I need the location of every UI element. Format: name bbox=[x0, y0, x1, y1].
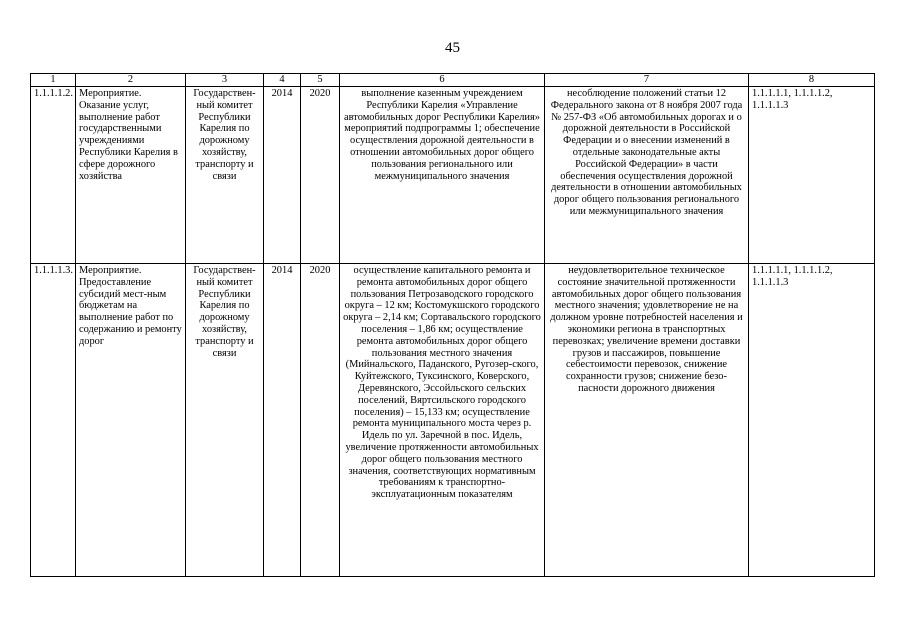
header-cell: 1 bbox=[31, 74, 76, 87]
end-year-cell: 2020 bbox=[301, 264, 340, 577]
code-cell: 1.1.1.1.2. bbox=[31, 87, 76, 264]
measures-table bbox=[30, 73, 875, 577]
start-year-cell: 2014 bbox=[264, 264, 301, 577]
links-cell: 1.1.1.1.1, 1.1.1.1.2, 1.1.1.1.3 bbox=[749, 264, 875, 577]
executor-cell: Государствен-ный комитет Республики Карелия по дорожному хозяйству, транспорту и связи bbox=[186, 264, 264, 577]
header-cell: 3 bbox=[186, 74, 264, 87]
consequences-cell: неудовлетворительное техническое состояние значительной протяженности автомобильных дорог общего пользования местного значения; удовлетворение не на должном уровне потребностей населения и экономики региона в транспортных перевозках; увеличение времени доставки грузов и пассажиров, повышение себестоимости перевозок, снижение сохранности грузов; снижение безо-пасности дорожного движения bbox=[545, 264, 749, 577]
page-number: 45 bbox=[445, 40, 460, 56]
header-cell: 2 bbox=[76, 74, 186, 87]
result-cell: осуществление капитального ремонта и ремонта автомобильных дорог общего пользования Петрозаводского городского округа – 12 км; Костомукшского городского округа – 2,14 км; Сортавальского городского поселения – 1,86 км; осуществление ремонта автомобильных дорог общего пользования местного значения (Мийнальского, Паданского, Ругозер-ского, Куйтежского, Туксинского, Коверского, Деревянского, Эссойльского сельских поселений, Вяртсильского городского поселения) – 15,133 км; осуществление ремонта муниципального моста через р. Идель по ул. Заречной в пос. Идель, увеличение протяженности автомобильных дорог общего пользования местного значения, соответствующих нормативным требованиям к транспортно-эксплуатационным показателям bbox=[340, 264, 545, 577]
start-year-cell: 2014 bbox=[264, 87, 301, 264]
header-cell: 6 bbox=[340, 74, 545, 87]
end-year-cell: 2020 bbox=[301, 87, 340, 264]
header-cell: 5 bbox=[301, 74, 340, 87]
event-cell: Мероприятие. Предоставление субсидий мест-ным бюджетам на выполнение работ по содержанию и ремонту дорог bbox=[76, 264, 186, 577]
consequences-cell: несоблюдение положений статьи 12 Федерального закона от 8 ноября 2007 года № 257-ФЗ «Об автомобильных дорогах и о дорожной деятельности в Российской Федерации и о внесении изменений в отдельные законодательные акты Российской Федерации» в части обеспечения осуществления дорожной деятельности в отношении автомобильных дорог общего пользования регионального или межмуниципального значения bbox=[545, 87, 749, 264]
table-row bbox=[31, 264, 875, 577]
links-cell: 1.1.1.1.1, 1.1.1.1.2, 1.1.1.1.3 bbox=[749, 87, 875, 264]
table-header-row bbox=[31, 74, 875, 87]
header-cell: 4 bbox=[264, 74, 301, 87]
table-row bbox=[31, 87, 875, 264]
executor-cell: Государствен-ный комитет Республики Карелия по дорожному хозяйству, транспорту и связи bbox=[186, 87, 264, 264]
result-cell: выполнение казенным учреждением Республики Карелия «Управление автомобильных дорог Республики Карелия» мероприятий подпрограммы 1; обеспечение осуществления дорожной деятельности в отношении автомобильных дорог общего пользования регионального или межмуниципального значения bbox=[340, 87, 545, 264]
code-cell: 1.1.1.1.3. bbox=[31, 264, 76, 577]
header-cell: 7 bbox=[545, 74, 749, 87]
event-cell: Мероприятие. Оказание услуг, выполнение работ государственными учреждениями Республики Карелия в сфере дорожного хозяйства bbox=[76, 87, 186, 264]
header-cell: 8 bbox=[749, 74, 875, 87]
